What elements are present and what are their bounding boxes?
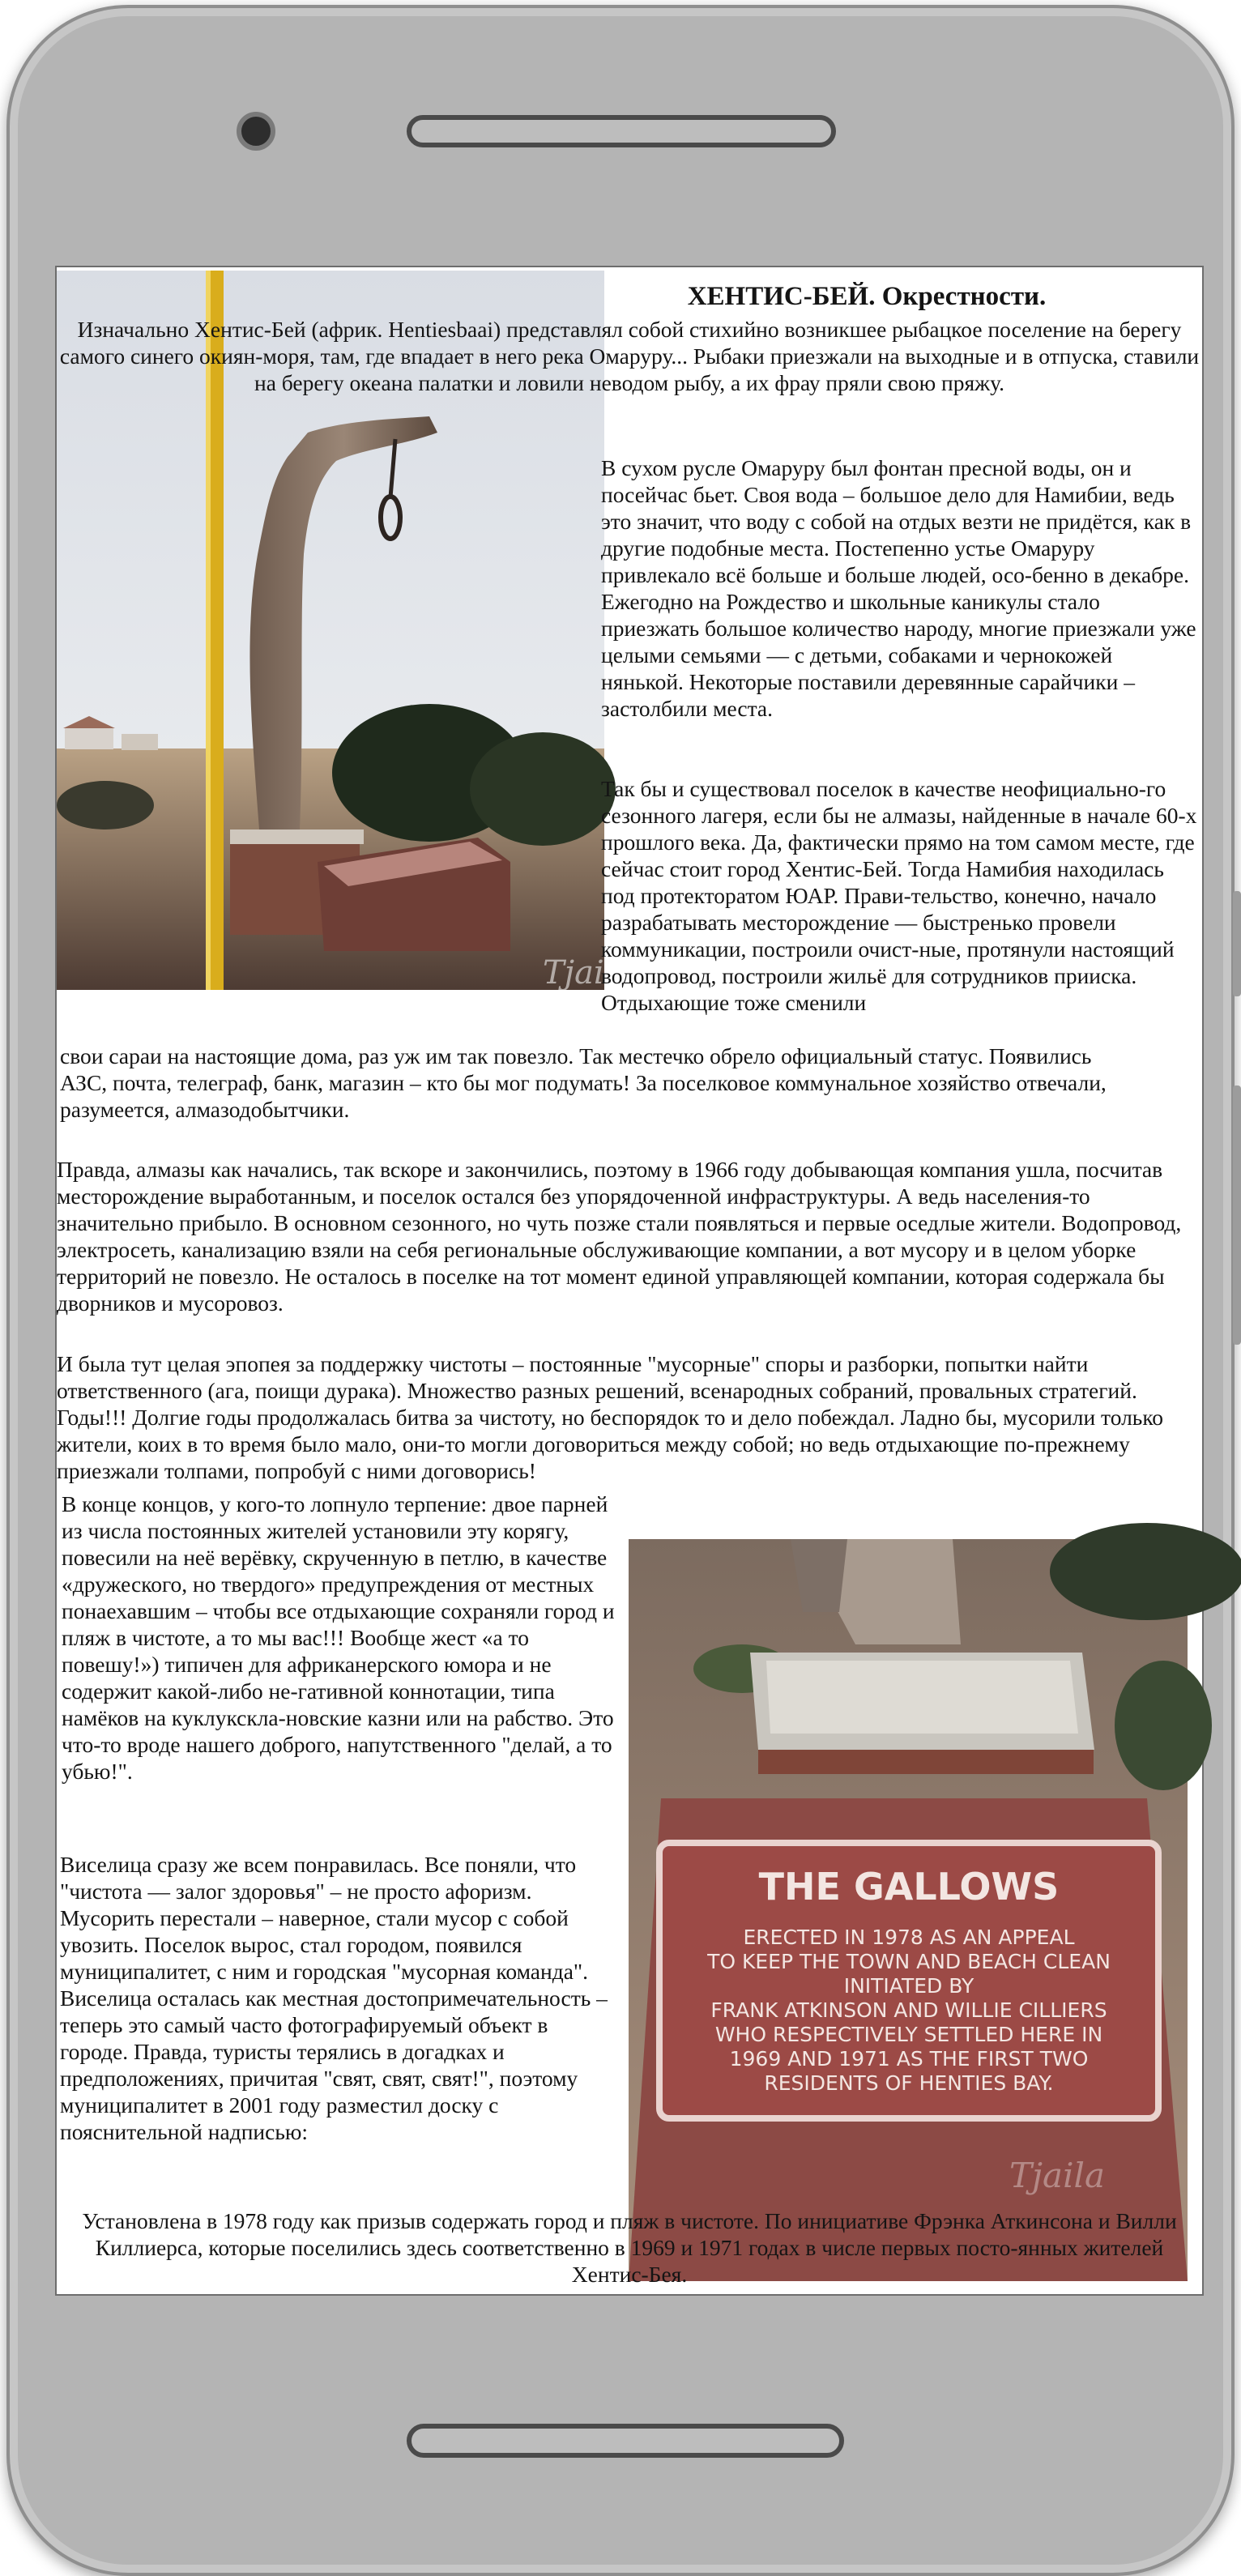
article-paragraph-3: Правда, алмазы как начались, так вскоре и закончились, поэтому в 1966 году добывающая компания ушла, посчитав месторождение выработанным, и поселок остался без упорядоченной инфраструктуры. А ведь населения-то значительно прибыло. В основном сезонного, но чуть позже стали появляться и первые оседлые жители. Водопровод, электросеть, канализацию взяли на себя региональные обслуживающие компании, а вот мусору и в целом уборке территорий не повезло. Не осталось в поселке на тот момент единой управляющей компании, которая содержала бы дворников и мусоровоз.	[57, 1157, 1182, 1316]
photo1-watermark: Tjaila	[543, 954, 634, 992]
power-button[interactable]	[1233, 1085, 1241, 1345]
plaque-line: ERECTED IN 1978 AS AN APPEAL	[743, 1926, 1075, 1949]
article-paragraph-1: В сухом русле Омаруру был фонтан пресной воды, он и посейчас бьет. Своя вода – большое дело для Намибии, ведь это значит, что воду с собой на отдых везти не придётся, как в другие подобные места. Постепенно устье Омаруру привлекало всё больше и больше людей, осо-бенно в декабре. Ежегодно на Рождество и школьные каникулы стало приезжать большое количество народу, многие приезжали уже целыми семьями — с детьми, собаками и чернокожей нянькой. Некоторые поставили деревянные сарайчики – застолбили места.	[601, 455, 1196, 721]
article-paragraph-4: И была тут целая эпопея за поддержку чистоты – постоянные "мусорные" споры и разборки, попытки найти ответственного (ага, поищи дурака). Множество разных решений, всенародных собраний, провальных стратегий. Годы!!! Долгие годы продолжалась битва за чистоту, но беспорядок то и дело побеждал. Ладно бы, мусорили только жители, коих в то время было мало, они-то могли договориться между собой; но ведь отдыхающие по-прежнему приезжали толпами, попробуй с ними договорись!	[57, 1351, 1164, 1483]
plaque-line: WHO RESPECTIVELY SETTLED HERE IN	[714, 2023, 1103, 2046]
screen	[55, 266, 1204, 2296]
plaque-line: TO KEEP THE TOWN AND BEACH CLEAN	[707, 1950, 1111, 1973]
plaque-line: RESIDENTS OF HENTIES BAY.	[764, 2071, 1054, 2095]
plaque-line: INITIATED BY	[843, 1974, 974, 1998]
volume-button[interactable]	[1233, 891, 1241, 996]
plaque-title: THE GALLOWS	[758, 1865, 1060, 1909]
article-paragraph-5: В конце концов, у кого-то лопнуло терпение: двое парней из числа постоянных жителей установили эту корягу, повесили на неё верёвку, скрученную в петлю, в качестве «дружеского, но твердого» предупреждения от местных понаехавшим – чтобы все отдыхающие сохраняли город и пляж в чистоте, а то мы вас!!! Вообще жест «а то повешу!») типичен для африканерского юмора и не содержит какой-либо не-гативной коннотации, типа намёков на куклукскла-новские казни или на рабство. Это что-то вроде нашего доброго, напутственного "делай, а то убью!".	[62, 1491, 615, 1784]
plaque-line: FRANK ATKINSON AND WILLIE CILLIERS	[710, 1998, 1107, 2022]
plaque-line: 1969 AND 1971 AS THE FIRST TWO	[729, 2047, 1089, 2071]
gallows-plaque-image	[629, 1539, 1188, 2281]
photo2-watermark: Tjaila	[1009, 2156, 1105, 2195]
plaque-translation: Установлена в 1978 году как призыв содержать город и пляж в чистоте. По инициативе Фрэнка Аткинсона и Вилли Киллиерса, которые поселились здесь соответственно в 1969 и 1971 годах в числе первых посто-янных жителей Хентис-Бея.	[82, 2208, 1177, 2287]
article-title: ХЕНТИС-БЕЙ. Окрестности.	[687, 282, 1047, 311]
article-intro: Изначально Хентис-Бей (африк. Hentiesbaai) представлял собой стихийно возникшее рыбацкое поселение на берегу самого синего окиян-моря, там, где впадает в него река Омаруру... Рыбаки приезжали на выходные и в отпуска, ставили на берегу океана палатки и ловили неводом рыбу, а их фрау пряли свою пряжу.	[59, 317, 1200, 395]
article-paragraph-2: Так бы и существовал поселок в качестве неофициально-го сезонного лагеря, если бы не алмазы, найденные в начале 60-х прошлого века. Да, фактически прямо на том самом месте, где сейчас стоит город Хентис-Бей. Тогда Намибия находилась под протекторатом ЮАР. Прави-тельство, конечно, начало разрабатывать месторождение — быстренько провели коммуникации, построили очист-ные, протянули настоящий водопровод, построили жильё для сотрудников прииска. Отдыхающие тоже сменили	[601, 776, 1197, 1015]
home-button[interactable]	[407, 2424, 844, 2458]
camera-lens	[237, 112, 275, 151]
article-paragraph-2-continued: свои сараи на настоящие дома, раз уж им так повезло. Так местечко обрело официальный статус. Появились АЗС, почта, телеграф, банк, магазин – кто бы мог подумать! За поселковое коммунальное хозяйство отвечали, разумеется, алмазодобытчики.	[60, 1043, 1107, 1122]
gallows-plaque-photo	[629, 1539, 1188, 2281]
earpiece-speaker	[407, 115, 836, 147]
article-paragraph-6: Виселица сразу же всем понравилась. Все поняли, что "чистота — залог здоровья" – не просто афоризм. Мусорить перестали – наверное, стали мусор с собой увозить. Поселок вырос, стал городом, появился муниципалитет, с ним и городская "мусорная команда". Виселица осталась как местная достопримечательность – теперь это самый часто фотографируемый объект в городе. Правда, туристы терялись в догадках и предположениях, причитая "свят, свят, свят!", поэтому муниципалитет в 2001 году разместил доску с пояснительной надписью:	[60, 1852, 608, 2144]
phone-frame	[6, 5, 1235, 2576]
